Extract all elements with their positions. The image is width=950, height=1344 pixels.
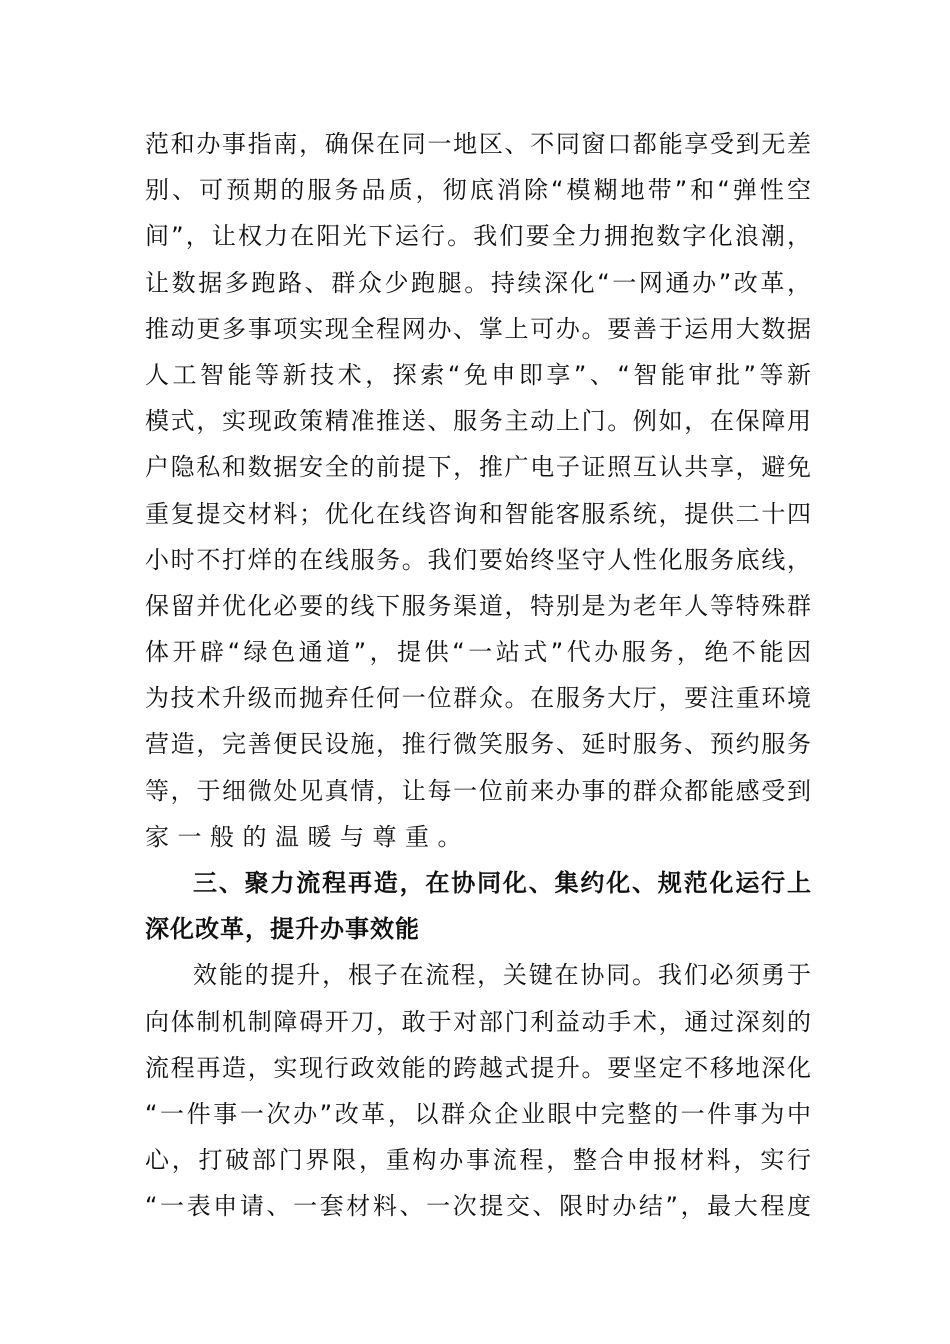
text-line: 为技术升级而抛弃任何一位群众。在服务大厅，要注重环境 <box>145 684 811 713</box>
text-line: 体开辟“绿色通道”，提供“一站式”代办服务，绝不能因 <box>145 638 811 667</box>
text-line: 心，打破部门界限，重构办事流程，整合申报材料，实行 <box>145 1146 811 1175</box>
text-line: 人工智能等新技术，探索“免申即享”、“智能审批”等新 <box>145 360 811 389</box>
text-line: “一表申请、一套材料、一次提交、限时办结”，最大程度 <box>145 1192 811 1221</box>
text-line: “一件事一次办”改革，以群众企业眼中完整的一件事为中 <box>145 1099 811 1128</box>
paragraph-service-quality <box>145 121 811 860</box>
paragraph-process-reengineering <box>145 952 811 1229</box>
text-line: 等，于细微处见真情，让每一位前来办事的群众都能感受到 <box>145 776 811 805</box>
text-line: 间”，让权力在阳光下运行。我们要全力拥抱数字化浪潮， <box>145 222 811 251</box>
heading-line: 三、聚力流程再造，在协同化、集约化、规范化运行上 <box>193 869 811 897</box>
text-line: 重复提交材料；优化在线咨询和智能客服系统，提供二十四 <box>145 499 811 528</box>
text-line: 效能的提升，根子在流程，关键在协同。我们必须勇于 <box>193 961 811 990</box>
text-line: 向体制机制障碍开刀，敢于对部门利益动手术，通过深刻的 <box>145 1007 811 1036</box>
text-line: 模式，实现政策精准推送、服务主动上门。例如，在保障用 <box>145 407 811 436</box>
text-line: 小时不打烊的在线服务。我们要始终坚守人性化服务底线， <box>145 545 811 574</box>
text-line: 流程再造，实现行政效能的跨越式提升。要坚定不移地深化 <box>145 1053 811 1082</box>
text-line: 营造，完善便民设施，推行微笑服务、延时服务、预约服务 <box>145 730 811 759</box>
text-line: 别、可预期的服务品质，彻底消除“模糊地带”和“弹性空 <box>145 176 811 205</box>
document-page <box>145 121 811 1230</box>
text-line: 范和办事指南，确保在同一地区、不同窗口都能享受到无差 <box>145 130 811 158</box>
section-heading <box>145 860 811 952</box>
text-line: 推动更多事项实现全程网办、掌上可办。要善于运用大数据 <box>145 314 811 343</box>
heading-line: 深化改革，提升办事效能 <box>145 915 420 944</box>
text-line: 让数据多跑路、群众少跑腿。持续深化“一网通办”改革， <box>145 268 811 297</box>
text-line: 保留并优化必要的线下服务渠道，特别是为老年人等特殊群 <box>145 591 811 620</box>
text-line: 户隐私和数据安全的前提下，推广电子证照互认共享，避免 <box>145 453 811 482</box>
text-line: 家一般的温暖与尊重。 <box>145 822 470 851</box>
